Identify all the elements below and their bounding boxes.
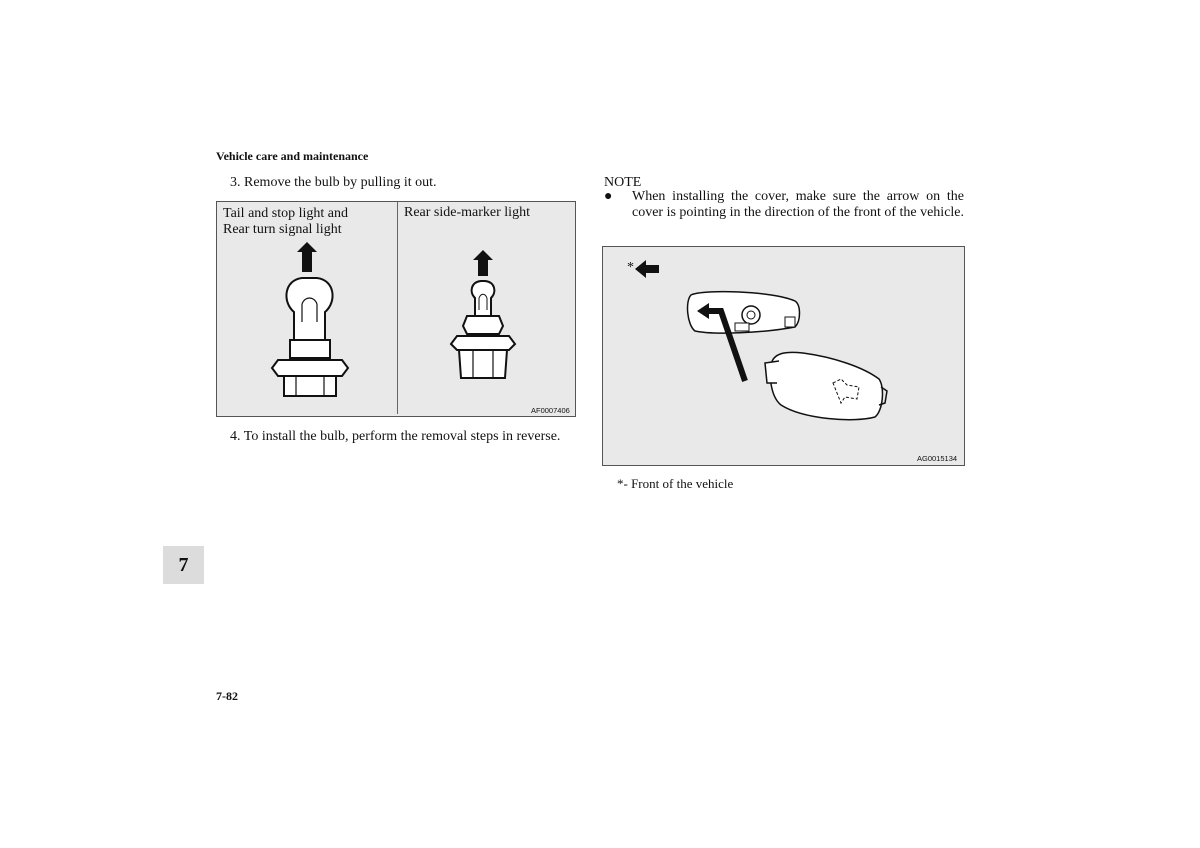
front-direction-arrow-icon	[635, 259, 675, 279]
front-marker: *	[627, 260, 634, 275]
figure-code: AG0015134	[917, 454, 958, 463]
bulb-removal-figure	[216, 201, 576, 417]
side-marker-bulb-icon	[447, 250, 537, 400]
page-number: 7-82	[216, 689, 238, 703]
note-text: When installing the cover, make sure the arrow on the cover is pointing in the direction of the front of the vehicle.	[632, 189, 965, 220]
chapter-tab: 7	[163, 546, 204, 584]
section-header: Vehicle care and maintenance	[216, 149, 369, 163]
side-marker-light-label: Rear side-marker light	[404, 205, 530, 220]
cover-installation-figure	[602, 246, 965, 466]
note-body	[604, 189, 964, 221]
figure-code: AF0007406	[531, 406, 570, 415]
tail-light-bulb-icon	[272, 242, 372, 402]
lamp-cover-illustration	[683, 287, 903, 427]
figure-caption: *- Front of the vehicle	[617, 476, 734, 491]
step-4-text: 4. To install the bulb, perform the removal steps in reverse.	[230, 429, 561, 444]
note-title: NOTE	[604, 175, 642, 190]
tail-stop-light-label: Tail and stop light and Rear turn signal light	[223, 206, 349, 237]
bullet-icon: ●	[604, 189, 613, 204]
step-3-text: 3. Remove the bulb by pulling it out.	[230, 175, 437, 190]
figure-divider	[397, 202, 398, 414]
